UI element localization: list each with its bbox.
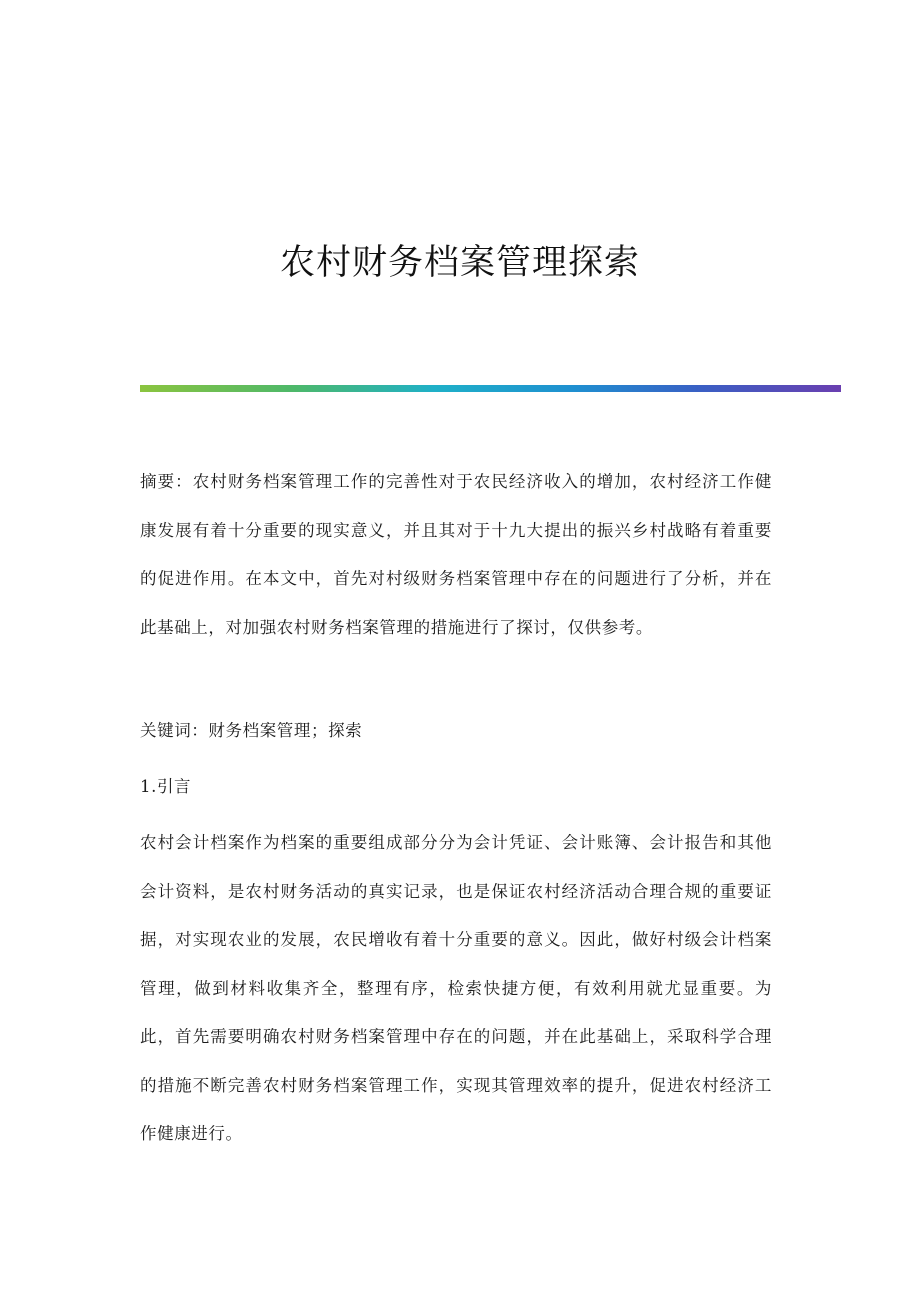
intro-paragraph: 农村会计档案作为档案的重要组成部分分为会计凭证、会计账簿、会计报告和其他会计资料，是农村财务活动的真实记录，也是保证农村经济活动合理合规的重要证据，对实现农业的发展，农民增收有着十分重要的意义。因此，做好村级会计档案管理，做到材料收集齐全，整理有序，检索快捷方便，有效利用就尤显重要。为此，首先需要明确农村财务档案管理中存在的问题，并在此基础上，采取科学合理的措施不断完善农村财务档案管理工作，实现其管理效率的提升，促进农村经济工作健康进行。 bbox=[140, 833, 772, 1143]
document-title: 农村财务档案管理探索 bbox=[279, 243, 640, 284]
keywords-line: 关键词：财务档案管理；探索 bbox=[140, 721, 363, 740]
title-divider bbox=[140, 385, 841, 392]
section-heading: 1.引言 bbox=[140, 777, 192, 796]
abstract-paragraph: 摘要：农村财务档案管理工作的完善性对于农民经济收入的增加，农村经济工作健康发展有着十分重要的现实意义，并且其对于十九大提出的振兴乡村战略有着重要的促进作用。在本文中，首先对村级财务档案管理中存在的问题进行了分析，并在此基础上，对加强农村财务档案管理的措施进行了探讨，仅供参考。 bbox=[140, 472, 772, 637]
